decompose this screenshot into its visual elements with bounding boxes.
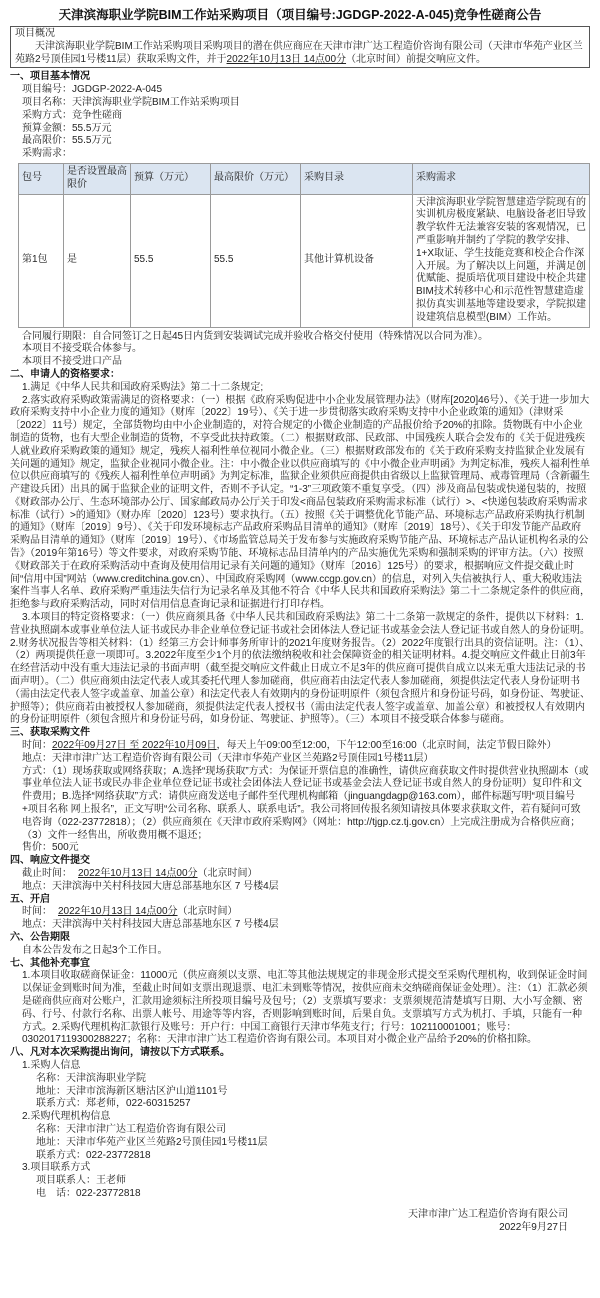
- overview-box: [10, 26, 590, 68]
- documents-time: [10, 740, 590, 753]
- section-other-heading: 七、其他补充事宜: [10, 957, 90, 969]
- section-contacts-heading: 八、凡对本次采购提出询问，请按以下方式联系。: [10, 1047, 230, 1059]
- opening-time-value: 2022年10月13日 14点00分: [58, 906, 178, 918]
- opening-place: 地点：天津滨海中关村科技园大唐总部基地东区 7 号楼4层: [22, 919, 279, 931]
- documents-place: 地点：天津市津广达工程造价咨询有限公司（天津市华苑产业区兰苑路2号顶佳园1号楼11层）: [22, 752, 434, 764]
- project-contact-title: 3.项目联系方式: [22, 1162, 91, 1174]
- cell-requirement: 天津滨海职业学院智慧建造学院现有的实训机房极度紧缺、电脑设备老旧导致教学软件无法兼容安装的客观情况，已严重影响并制约了学院的教学安排、1+X取证、学生技能竞赛和校企合作深入开展。为了解决以上问题，并满足创优赋能、提质培优项目建设中校企共建BIM技术转移中心和示范性智慧建造虚拟仿真实训基地等建设要求，学院拟建设建筑信息模型(BIM）工作站。: [413, 194, 590, 327]
- section-submission-heading: 四、响应文件提交: [10, 855, 90, 867]
- project-name: 项目名称：天津滨海职业学院BIM工作站采购项目: [22, 96, 240, 108]
- header-catalog: 采购目录: [301, 163, 413, 194]
- notice-period-text: 自本公告发布之日起3个工作日。: [22, 944, 168, 956]
- cell-catalog: 其他计算机设备: [301, 194, 413, 327]
- overview-text: [15, 41, 585, 67]
- agency-contact: 联系方式：022-23772818: [36, 1149, 151, 1161]
- project-contact-person: 项目联系人：王老师: [36, 1175, 126, 1187]
- documents-time-rest: ，每天上午09:00至12:00，下午12:00至16:00（北京时间，法定节假日除外）: [216, 740, 557, 752]
- agency-title: 2.采购代理机构信息: [22, 1111, 111, 1123]
- no-import-note: 本项目不接受进口产品: [22, 356, 122, 368]
- opening-time-label: 时间：: [22, 906, 52, 918]
- qualification-paragraph: 1.满足《中华人民共和国政府采购法》第二十二条规定;: [22, 381, 264, 393]
- qualification-paragraph: 2.落实政府采购政策需满足的资格要求：（一）根据《政府采购促进中小企业发展管理办法》（财库[2020]46号）、《关于进一步加大政府采购支持中小企业力度的通知》（财库〔2022〕19号）、《关于进一步贯彻落实政府采购支持中小企业政策的通知》（津财采〔2022〕11号）规定，全部货物均由中小企业制造的，对符合规定的小微企业制造的产品报价给予20%的扣除。货物既有中小企业制造的货物，也有大型企业制造的货物，不享受此扶持政策。（二）根据财政部、民政部、中国残疾人联合会发布的《关于促进残疾人就业政府采购政策的通知》规定，残疾人福利性单位视同小微企业。（三）根据财政部发布的《关于政府采购支持监狱企业发展有关问题的通知》规定，监狱企业视同小微企业。注：中小微企业以供应商填写的《中小微企业声明函》为判定标准，残疾人福利性单位以供应商填写的《残疾人福利性单位声明函》为判定标准，监狱企业须供应商提供由省级以上监狱管理局、戒毒管理局（含新疆生产建设兵团）出具的属于监狱企业的证明文件，否则不予认定。“1-3”三项政策不重复享受。（四）涉及商品包装或快递包装的，按照《财政部办公厅、生态环境部办公厅、国家邮政局办公厅关于印发<商品包装政府采购需求标准（试行）>、<快递包装政府采购需求标准（试行）>的通知》（财办库〔2020〕123号）要求执行。（五）按照《关于调整优化节能产品、环境标志产品政府采购执行机制的通知》（财库〔2019〕9号）、《关于印发环境标志产品政府采购品目清单的通知》（财库〔2019〕18号）、《关于印发节能产品政府采购品目清单的通知》（财库〔2019〕19号）、《市场监管总局关于发布参与实施政府采购节能产品、环境标志产品认证机构名录的公告》（2019年第16号）等文件要求，对政府采购节能、环境标志品目清单内的产品实施优先采购和强制采购的评审方法。（六）按照《财政部关于在政府采购活动中查询及使用信用记录有关问题的通知》（财库〔2016〕125号）的要求，根据响应文件提交截止时间“信用中国”网站（www.creditchina.gov.cn）、中国政府采购网（www.ccgp.gov.cn）的信息，对列入失信被执行人、重大税收违法案件当事人名单、政府采购严重违法失信行为记录名单及其他不符合《中华人民共和国政府采购法》第二十二条规定条件的供应商，拒绝参与政府采购活动，同时对信用信息查询记录和证据进行打印存档。: [10, 394, 590, 611]
- procurement-method: 采购方式：竞争性磋商: [22, 109, 122, 121]
- signature-block: [10, 1209, 590, 1235]
- cell-max-price: 55.5: [211, 194, 301, 327]
- header-has-max-price: 是否设置最高限价: [64, 163, 131, 194]
- documents-time-range: 2022年09月27日 至 2022年10月09日: [52, 740, 217, 752]
- section-opening-heading: 五、开启: [10, 893, 50, 905]
- header-budget: 预算（万元）: [131, 163, 211, 194]
- section-notice-period-heading: 六、公告期限: [10, 931, 70, 943]
- purchaser-title: 1.采购人信息: [22, 1059, 81, 1071]
- requirement-label: 采购需求：: [22, 148, 72, 160]
- cell-has-max-price: 是: [64, 194, 131, 327]
- documents-method: 方式：（1）现场获取或网络获取；A.选择“现场获取”方式：为保证开票信息的准确性，请供应商获取文件时提供营业执照副本（或事业单位法人证书或民办非企业单位登记证书或社会团体法人登记证书或基金会法人登记证书或自然人的身份证明）复印件和文件费用；B.选择“网络获取”方式：请供应商发送电子邮件至代理机构邮箱（jinguangdagp@163.com），邮件标题写明“项目编号+项目名称 网上报名”，正文写明“公司名称、联系人、联系电话”。我公司将回传报名须知请按具体要求获取文件，若有疑问可致电咨询（022-23772818）；（2）供应商须在《天津市政府采购网》（网址：http://tjgp.cz.tj.gov.cn）上完成注册成为合格供应商；（3）文件一经售出，所收费用概不退还；: [22, 765, 589, 841]
- section-documents-heading: 三、获取采购文件: [10, 727, 90, 739]
- budget-amount: 预算金额：55.5万元: [22, 122, 112, 134]
- documents-time-label: 时间：: [22, 740, 52, 752]
- no-consortium-note: 本项目不接受联合体参与。: [22, 343, 142, 355]
- max-price: 最高限价：55.5万元: [22, 135, 112, 147]
- purchaser-name: 名称：天津滨海职业学院: [36, 1072, 146, 1084]
- table-row: [19, 194, 590, 327]
- header-requirement: 采购需求: [413, 163, 590, 194]
- opening-time-rest: （北京时间）: [177, 906, 238, 918]
- other-text: 1.本项目收取磋商保证金：11000元（供应商须以支票、电汇等其他法规规定的非现金形式提交至采购代理机构，收到保证金时间以保证金到账时间为准，至截止时间如支票出现退票、电汇未到账等情况，按供应商未交纳磋商保证金处理）。注：（1）汇款必须是磋商供应商对公账户，汇款用途须标注所投项目编号及包号；（2）支票填写要求：支票须规范清楚填写日期、大小写金额、密码、行号、付款行名称、出票人帐号、用途等等内容，否则影响到账时间，后果自负。支票填写方式为机打、手填，只能有一种方式。2.采购代理机构汇款银行及账号：开户行：中国工商银行天津市华苑支行；行号：102110001001；账号：0302017119300288227；名称：天津市津广达工程造价咨询有限公司。本项目对小微企业产品给予20%的价格扣除。: [22, 970, 588, 1046]
- signature-date: 2022年9月27日: [499, 1221, 568, 1233]
- qualification-paragraph: 3.本项目的特定资格要求：（一）供应商须具备《中华人民共和国政府采购法》第二十二条第一款规定的条件，提供以下材料：1.营业执照副本或事业单位法人证书或民办非企业单位登记证书或社会团体法人登记证书或基金会法人登记证书或自然人的身份证明。2.财务状况报告等相关材料：（1）经第三方会计师事务所审计的2021年度财务报告。（2）2022年度银行出具的资信证明。注：（1）、（2）两项提供任意一项即可。3.2022年度至少1个月的依法缴纳税收和社会保障资金的相关证明材料。4.提交响应文件截止日前3年在经营活动中没有重大违法记录的书面声明（截至提交响应文件截止日成立不足3年的供应商可提供自成立以来无重大违法记录的书面声明）。（二）供应商须由法定代表人或其委托代理人参加磋商，供应商若由法定代表人参加磋商，须提供法定代表人身份证明书（需由法定代表人签字或盖章、加盖公章）和法定代表人有效期内的身份证明原件（须包含照片和身份证号码，如身份证、驾驶证、护照等）；供应商若由被授权人参加磋商，须提供法定代表人授权书（需由法定代表人签字或盖章、加盖公章）和被授权人有效期内的身份证明原件（须包含照片和身份证号码，如身份证、驾驶证、护照等）。（三）本项目不接受联合体参与磋商。: [10, 612, 590, 726]
- table-header-row: [19, 163, 590, 194]
- contract-term: 合同履行期限：自合同签订之日起45日内货到安装调试完成并验收合格交付使用（特殊情况以合同为准）。: [22, 330, 489, 342]
- overview-text-before: 天津滨海职业学院BIM工作站采购项目采购项目的潜在供应商应在天津市津广达工程造价咨询有限公司（天津市华苑产业区兰苑路2号顶佳园1号楼11层）获取采购文件，并于: [15, 40, 583, 65]
- project-contact-phone: 电 话：022-23772818: [36, 1187, 141, 1199]
- cell-package: 第1包: [19, 194, 64, 327]
- overview-deadline: 2022年10月13日 14点00分: [226, 53, 347, 65]
- section-qualification-heading: 二、申请人的资格要求：: [10, 368, 120, 380]
- documents-price: 售价：500元: [22, 842, 79, 854]
- header-max-price: 最高限价（万元）: [211, 163, 301, 194]
- purchaser-address: 地址：天津市滨海新区塘沽区沪山道1101号: [36, 1085, 228, 1097]
- submission-place: 地点：天津滨海中关村科技园大唐总部基地东区 7 号楼4层: [22, 880, 279, 892]
- project-number: 项目编号：JGDGP-2022-A-045: [22, 84, 163, 96]
- submission-deadline: [10, 868, 590, 881]
- cell-budget: 55.5: [131, 194, 211, 327]
- page-title: 天津滨海职业学院BIM工作站采购项目（项目编号:JGDGP-2022-A-045)竞争性磋商公告: [58, 8, 542, 22]
- header-package: 包号: [19, 163, 64, 194]
- section-basic-heading: 一、项目基本情况: [10, 71, 90, 83]
- submission-deadline-rest: （北京时间）: [197, 868, 258, 879]
- submission-deadline-label: 截止时间：: [22, 868, 72, 879]
- purchaser-contact: 联系方式：郑老师，022-60315257: [36, 1098, 191, 1110]
- overview-text-after: （北京时间）前提交响应文件。: [346, 53, 487, 65]
- requirement-table: [18, 163, 590, 328]
- signature-company: 天津市津广达工程造价咨询有限公司: [408, 1208, 568, 1220]
- agency-address: 地址：天津市华苑产业区兰苑路2号顶佳园1号楼11层: [36, 1136, 268, 1148]
- overview-heading: 项目概况: [15, 28, 55, 39]
- agency-name: 名称：天津市津广达工程造价咨询有限公司: [36, 1123, 226, 1135]
- opening-time: [10, 906, 590, 919]
- submission-deadline-value: 2022年10月13日 14点00分: [78, 868, 198, 879]
